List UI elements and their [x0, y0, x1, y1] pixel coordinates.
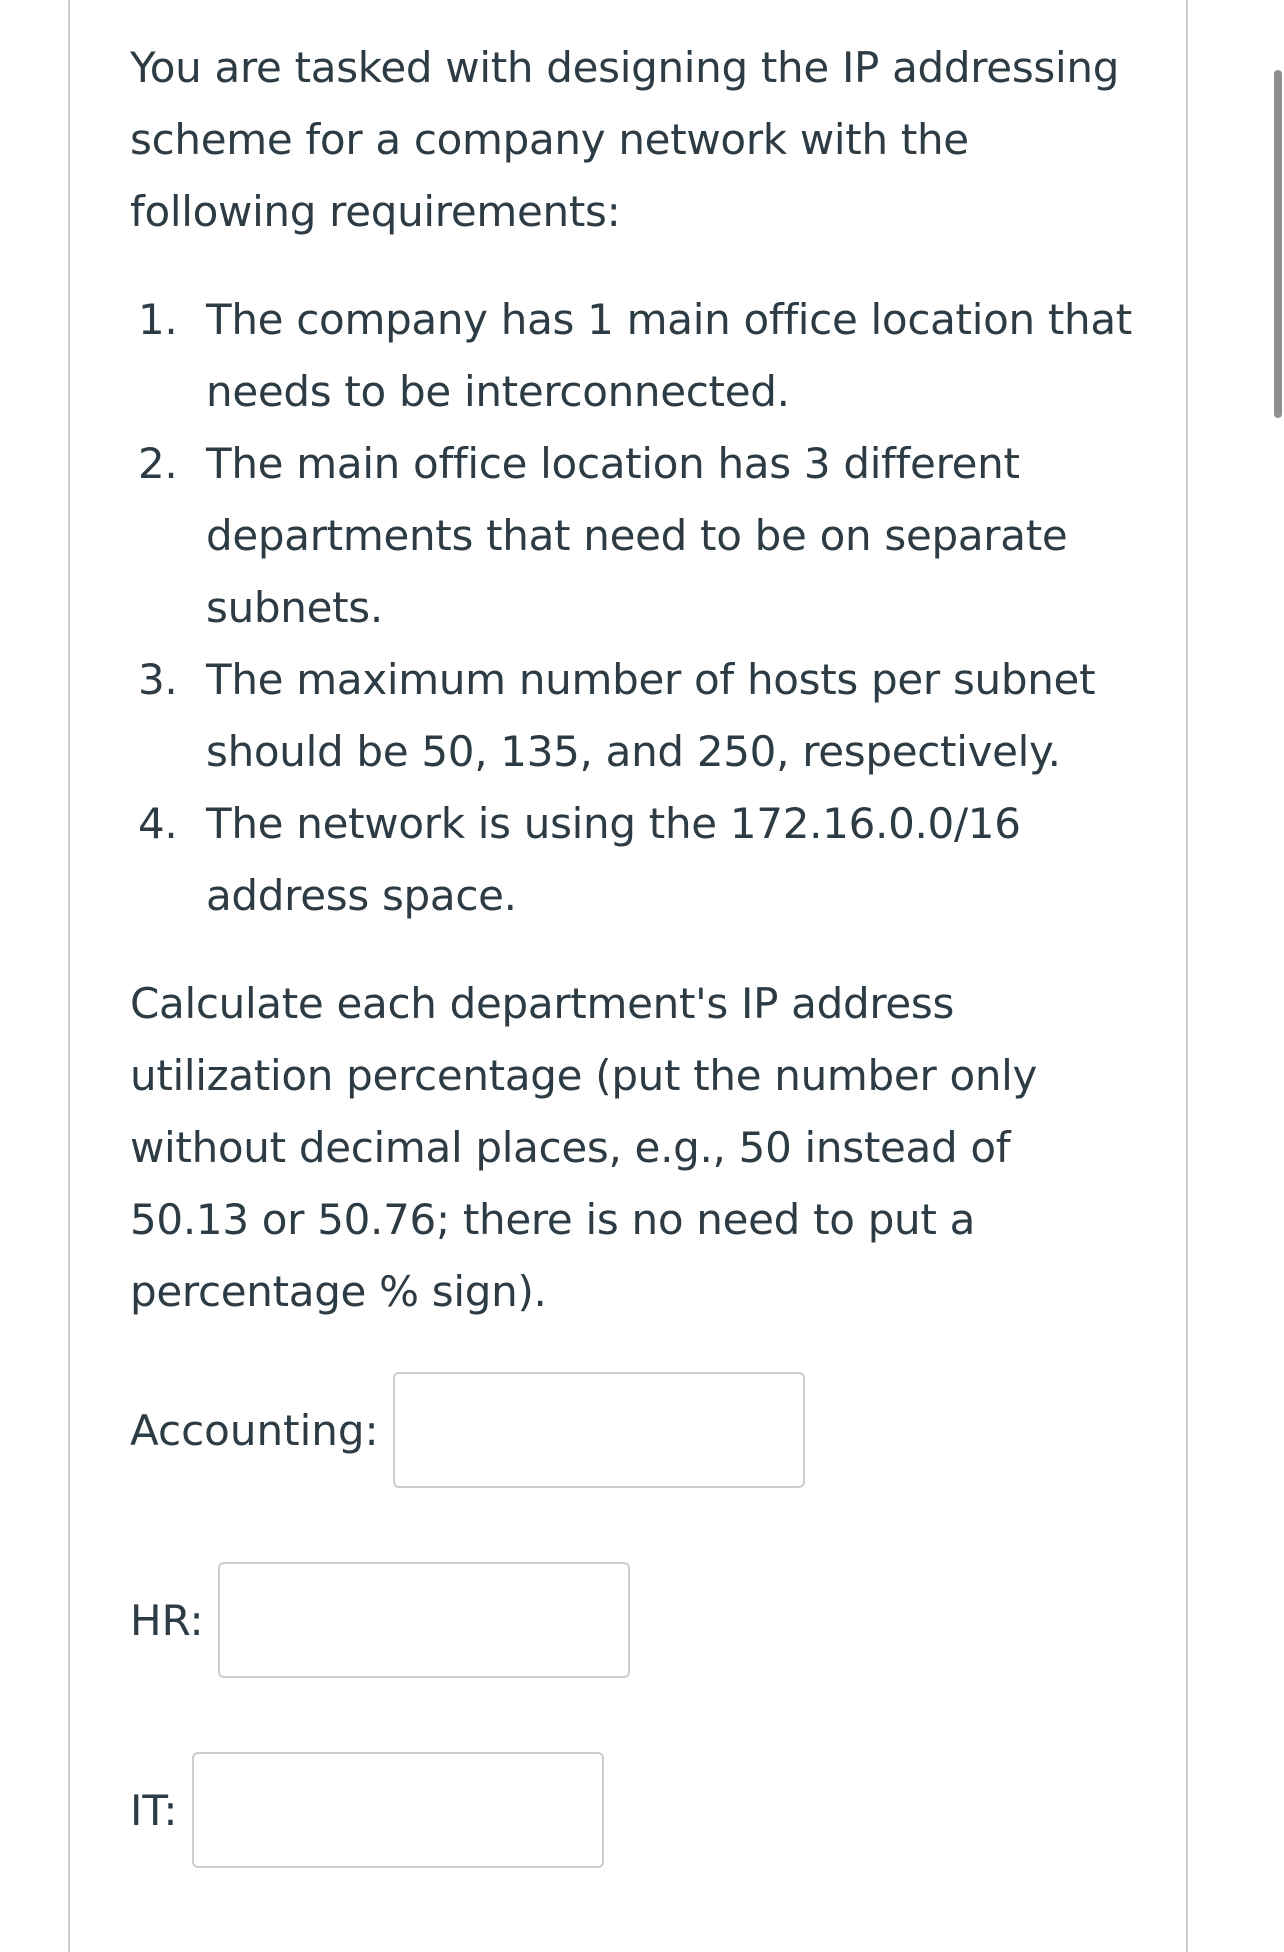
accounting-answer-input[interactable] [393, 1372, 805, 1488]
list-item-text: The company has 1 main office location that needs to be interconnected. [206, 295, 1132, 416]
it-answer-input[interactable] [192, 1752, 604, 1868]
requirements-list [130, 284, 1140, 932]
accounting-label: Accounting: [130, 1405, 379, 1455]
list-item [130, 428, 1140, 644]
question-instructions: Calculate each department's IP address utilization percentage (put the number only without decimal places, e.g., 50 instead of 50.13 or 50.76; there is no need to put a percentage % sign). [130, 979, 1038, 1316]
list-item [130, 788, 1140, 932]
list-item-number: 3. [138, 655, 178, 704]
hr-answer-input[interactable] [218, 1562, 630, 1678]
list-item-number: 1. [138, 295, 178, 344]
it-answer-row [130, 1752, 604, 1868]
list-item-text: The maximum number of hosts per subnet should be 50, 135, and 250, respectively. [206, 655, 1096, 776]
list-item-text: The network is using the 172.16.0.0/16 address space. [206, 799, 1021, 920]
hr-answer-row [130, 1562, 630, 1678]
list-item-number: 2. [138, 439, 178, 488]
list-item-text: The main office location has 3 different departments that need to be on separate subnets. [206, 439, 1068, 632]
list-item [130, 644, 1140, 788]
it-label: IT: [130, 1785, 178, 1835]
accounting-answer-row [130, 1372, 805, 1488]
scrollbar-thumb[interactable] [1274, 70, 1282, 418]
list-item-number: 4. [138, 799, 178, 848]
question-text [130, 32, 1140, 1328]
list-item [130, 284, 1140, 428]
scrollbar[interactable] [1272, 70, 1284, 420]
hr-label: HR: [130, 1595, 204, 1645]
question-intro: You are tasked with designing the IP addressing scheme for a company network with the following requirements: [130, 43, 1120, 236]
